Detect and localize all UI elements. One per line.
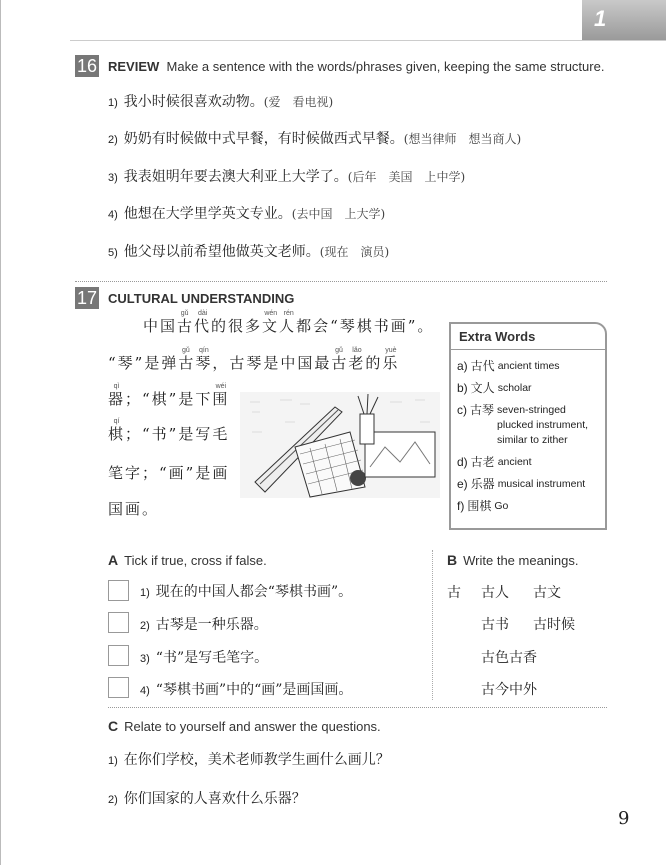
exercise-heading: CULTURAL UNDERSTANDING xyxy=(108,291,295,306)
page-number: 9 xyxy=(618,808,630,829)
text: ；“书”是写毛 xyxy=(125,425,230,443)
section-c-heading: C Relate to yourself and answer the questions. xyxy=(108,718,381,734)
word-wenren: 文人wén rén xyxy=(262,310,297,335)
item-text: 奶奶有时候做中式早餐，有时候做西式早餐。 xyxy=(123,131,404,147)
passage-line: 笔字；“画”是画 xyxy=(108,464,230,482)
word-gudai: 古代gǔ dài xyxy=(177,310,212,335)
item-number: 4) xyxy=(108,209,118,221)
extra-word: e) 乐器 musical instrument xyxy=(457,477,586,491)
text: 的 xyxy=(365,354,383,372)
review-item xyxy=(108,128,521,148)
divider xyxy=(75,281,607,282)
text: 中国 xyxy=(143,317,178,335)
divider xyxy=(70,40,666,41)
item-hint: (爱 看电视) xyxy=(263,95,334,109)
item-number: 1) xyxy=(108,97,118,109)
passage-line xyxy=(108,383,229,409)
item-hint: (后年 美国 上中学) xyxy=(347,170,466,184)
item-number: 2) xyxy=(108,134,118,146)
word-qi: 器qì xyxy=(108,383,126,408)
word: 古时候 xyxy=(533,617,575,633)
word-yue: 乐yuè xyxy=(382,347,400,372)
word-wei: 围wéi xyxy=(212,383,230,408)
statement: 1) 现在的中国人都会“琴棋书画”。 xyxy=(140,584,353,600)
root-character: 古 xyxy=(447,585,461,601)
true-false-checkbox[interactable] xyxy=(108,580,129,601)
review-item xyxy=(108,203,385,223)
question: 2) 你们国家的人喜欢什么乐器？ xyxy=(108,791,306,807)
column-divider xyxy=(432,550,433,700)
exercise-number-badge: 17 xyxy=(76,288,98,308)
text: ，古琴是中国最 xyxy=(212,354,332,372)
true-false-checkbox[interactable] xyxy=(108,677,129,698)
text: 的很多 xyxy=(211,317,263,335)
item-hint: (去中国 上大学) xyxy=(291,207,386,221)
statement: 3) “书”是写毛笔字。 xyxy=(140,650,269,666)
extra-word: d) 古老 ancient xyxy=(457,455,532,469)
page-edge xyxy=(0,0,1,865)
text: ；“棋”是下 xyxy=(125,390,213,408)
extra-words-box xyxy=(449,322,607,530)
section-a-heading: A Tick if true, cross if false. xyxy=(108,552,267,568)
question: 1) 在你们学校，美术老师教学生画什么画儿？ xyxy=(108,752,390,768)
item-number: 3) xyxy=(108,172,118,184)
item-hint: (现在 演员) xyxy=(319,245,390,259)
word: 古书 xyxy=(481,617,509,633)
word: 古人 xyxy=(481,585,509,601)
text: 都会“琴棋书画”。 xyxy=(296,317,435,335)
passage-line xyxy=(143,310,434,336)
extra-word: b) 文人 scholar xyxy=(457,381,532,395)
item-text: 他父母以前希望他做英文老师。 xyxy=(123,244,320,260)
heading-label: REVIEW xyxy=(108,59,160,74)
item-hint: (想当律师 想当商人) xyxy=(403,132,522,146)
item-text: 他想在大学里学英文专业。 xyxy=(123,206,292,222)
extra-word: f) 围棋 Go xyxy=(457,499,509,513)
text: “琴”是弹 xyxy=(108,354,179,372)
item-number: 5) xyxy=(108,247,118,259)
review-item xyxy=(108,241,389,261)
review-item xyxy=(108,91,333,111)
statement: 2) 古琴是一种乐器。 xyxy=(140,617,268,633)
word: 古今中外 xyxy=(481,682,537,698)
item-text: 我表姐明年要去澳大利亚上大学了。 xyxy=(123,169,348,185)
true-false-checkbox[interactable] xyxy=(108,645,129,666)
passage-line: 国画。 xyxy=(108,500,160,518)
review-item xyxy=(108,166,465,186)
word-qi2: 棋qí xyxy=(108,418,126,443)
extra-word: c) 古琴 seven-stringed plucked instrument, similar to zither xyxy=(457,403,589,446)
qin-qi-shu-hua-illustration xyxy=(240,392,440,498)
exercise-heading xyxy=(108,59,604,74)
true-false-checkbox[interactable] xyxy=(108,612,129,633)
heading-instruction: Make a sentence with the words/phrases given, keeping the same structure. xyxy=(166,59,605,74)
statement: 4) “琴棋书画”中的“画”是画国画。 xyxy=(140,682,353,698)
extra-words-title: Extra Words xyxy=(451,324,605,350)
item-text: 我小时候很喜欢动物。 xyxy=(123,94,264,110)
word: 古文 xyxy=(533,585,561,601)
passage-line xyxy=(108,347,399,373)
divider xyxy=(108,707,607,708)
extra-word: a) 古代 ancient times xyxy=(457,359,560,373)
section-b-heading: B Write the meanings. xyxy=(447,552,579,568)
word-guqin: 古琴gǔ qín xyxy=(178,347,213,372)
exercise-number-badge: 16 xyxy=(76,56,98,76)
passage-line xyxy=(108,418,229,444)
chapter-tab: 1 xyxy=(582,0,666,40)
word: 古色古香 xyxy=(481,650,537,666)
word-gulao: 古老gǔ lǎo xyxy=(331,347,366,372)
